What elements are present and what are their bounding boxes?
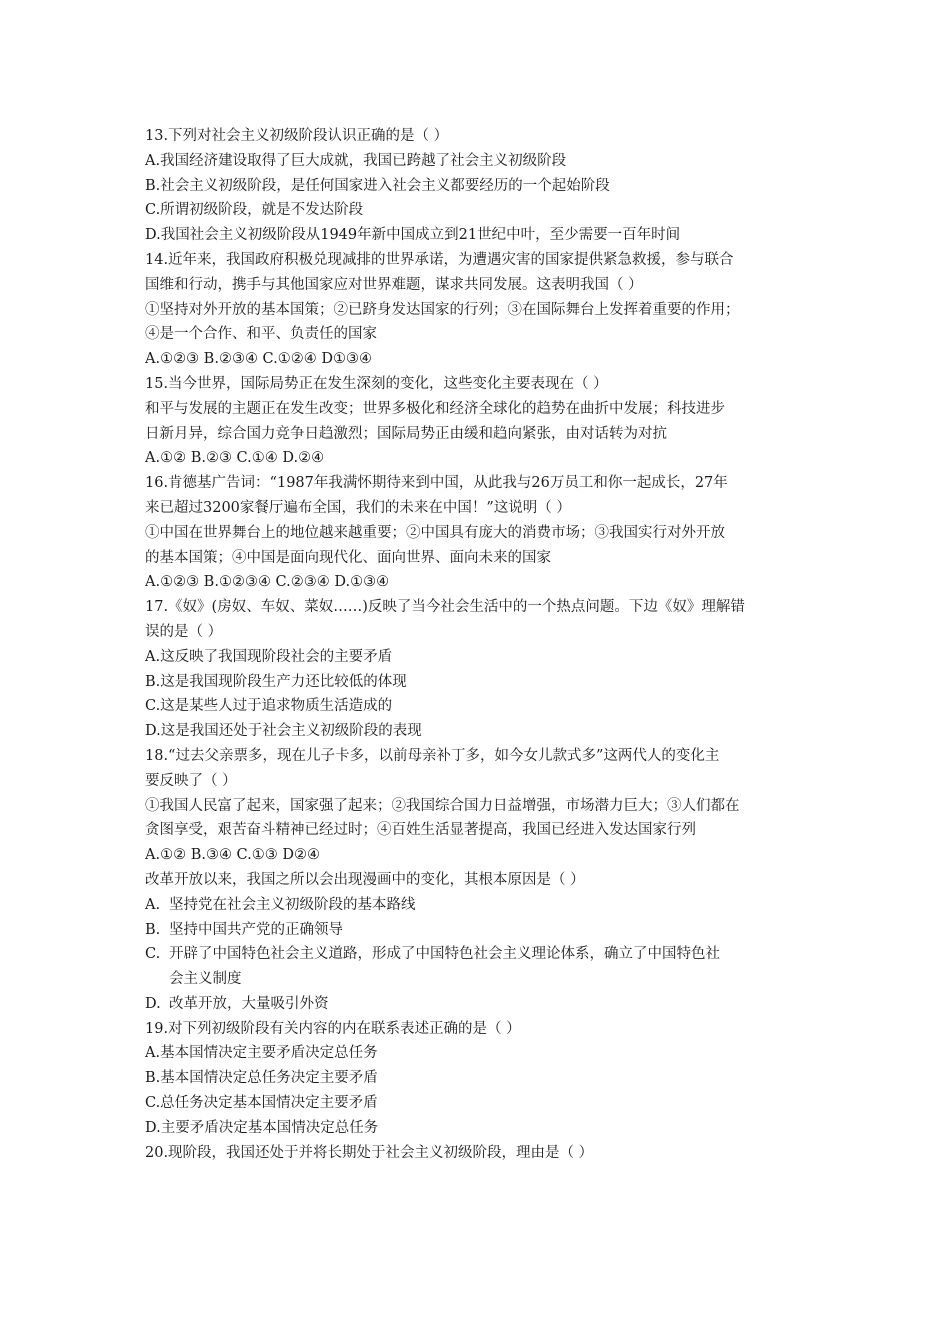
q13-stem: 13.下列对社会主义初级阶段认识正确的是（ ） bbox=[145, 128, 449, 144]
option-text: 开辟了中国特色社会主义道路，形成了中国特色社会主义理论体系，确立了中国特色社 bbox=[169, 946, 720, 963]
q17-stem-line-2: 误的是（ ） bbox=[145, 623, 223, 640]
q17-option-a: A.这反映了我国现阶段社会的主要矛盾 bbox=[145, 648, 393, 665]
q14-statements-line-2: ④是一个合作、和平、负责任的国家 bbox=[145, 326, 377, 343]
q18-stem-line-1: 18.“过去父亲票多，现在儿子卡多，以前母亲补丁多，如今女儿款式多”这两代人的变化主 bbox=[145, 747, 720, 764]
q19-option-c: C.总任务决定基本国情决定主要矛盾 bbox=[145, 1095, 378, 1112]
option-text: 改革开放，大量吸引外资 bbox=[169, 995, 329, 1012]
cartoon-question-stem: 改革开放以来，我国之所以会出现漫画中的变化，其根本原因是（ ） bbox=[145, 871, 585, 888]
q15-statements-line-1: 和平与发展的主题正在发生改变；世界多极化和经济全球化的趋势在曲折中发展；科技进步 bbox=[145, 400, 725, 417]
q16-stem-line-1: 16.肯德基广告词：“1987年我满怀期待来到中国，从此我与26万员工和你一起成长，27年 bbox=[145, 475, 728, 492]
option-label: D. bbox=[145, 995, 161, 1012]
q17-option-c: C.这是某些人过于追求物质生活造成的 bbox=[145, 698, 393, 715]
cartoon-option-c-continued bbox=[145, 967, 815, 992]
q14-statements-line-1: ①坚持对外开放的基本国策；②已跻身发达国家的行列；③在国际舞台上发挥着重要的作用； bbox=[145, 301, 740, 318]
cartoon-option-d bbox=[145, 992, 815, 1017]
q13-option-d: D.我国社会主义初级阶段从1949年新中国成立到21世纪中叶，至少需要一百年时间 bbox=[145, 227, 681, 244]
option-label: A. bbox=[145, 896, 161, 913]
q17-option-d: D.这是我国还处于社会主义初级阶段的表现 bbox=[145, 723, 422, 740]
q15-stem: 15.当今世界，国际局势正在发生深刻的变化，这些变化主要表现在（ ） bbox=[145, 375, 608, 392]
q13-option-b: B.社会主义初级阶段，是任何国家进入社会主义都要经历的一个起始阶段 bbox=[145, 177, 610, 194]
q20-stem: 20.现阶段，我国还处于并将长期处于社会主义初级阶段，理由是（ ） bbox=[145, 1144, 594, 1161]
q17-stem-line-1: 17.《奴》(房奴、车奴、菜奴……)反映了当今社会生活中的一个热点问题。下边《奴》理解错 bbox=[145, 599, 745, 616]
q16-answer-options: A.①②③ B.①②③④ C.②③④ D.①③④ bbox=[145, 574, 390, 591]
q14-stem-line-1: 14.近年来，我国政府积极兑现减排的世界承诺，为遭遇灾害的国家提供紧急救援，参与联合 bbox=[145, 251, 734, 268]
q19-option-b: B.基本国情决定总任务决定主要矛盾 bbox=[145, 1070, 378, 1087]
q15-answer-options: A.①② B.②③ C.①④ D.②④ bbox=[145, 450, 325, 467]
q13-option-c: C.所谓初级阶段，就是不发达阶段 bbox=[145, 202, 364, 219]
q16-statements-line-2: 的基本国策；④中国是面向现代化、面向世界、面向未来的国家 bbox=[145, 549, 551, 566]
q19-option-a: A.基本国情决定主要矛盾决定总任务 bbox=[145, 1045, 378, 1062]
option-label: C. bbox=[145, 946, 161, 963]
q15-statements-line-2: 日新月异，综合国力竞争日趋激烈；国际局势正由缓和趋向紧张，由对话转为对抗 bbox=[145, 425, 667, 442]
q19-stem: 19.对下列初级阶段有关内容的内在联系表述正确的是（ ） bbox=[145, 1020, 521, 1037]
option-text: 会主义制度 bbox=[169, 971, 242, 988]
q16-stem-line-2: 来已超过3200家餐厅遍布全国，我们的未来在中国！”这说明（ ） bbox=[145, 499, 571, 516]
q18-answer-options: A.①② B.③④ C.①③ D②④ bbox=[145, 847, 320, 864]
cartoon-option-b bbox=[145, 918, 815, 943]
q14-answer-options: A.①②③ B.②③④ C.①②④ D①③④ bbox=[145, 351, 372, 368]
q18-statements-line-1: ①我国人民富了起来，国家强了起来；②我国综合国力日益增强，市场潜力巨大；③人们都在 bbox=[145, 797, 740, 814]
q14-stem-line-2: 国维和行动，携手与其他国家应对世界难题，谋求共同发展。这表明我国（ ） bbox=[145, 276, 643, 293]
option-text: 坚持党在社会主义初级阶段的基本路线 bbox=[169, 896, 416, 913]
cartoon-option-c bbox=[145, 942, 815, 967]
q16-statements-line-1: ①中国在世界舞台上的地位越来越重要；②中国具有庞大的消费市场；③我国实行对外开放 bbox=[145, 524, 725, 541]
option-label: B. bbox=[145, 921, 161, 938]
cartoon-option-a bbox=[145, 893, 815, 918]
document-page bbox=[145, 124, 815, 1165]
q18-statements-line-2: 贪图享受，艰苦奋斗精神已经过时；④百姓生活显著提高，我国已经进入发达国家行列 bbox=[145, 822, 696, 839]
q19-option-d: D.主要矛盾决定基本国情决定总任务 bbox=[145, 1119, 379, 1136]
q18-stem-line-2: 要反映了（ ） bbox=[145, 772, 237, 789]
q17-option-b: B.这是我国现阶段生产力还比较低的体现 bbox=[145, 673, 407, 690]
option-text: 坚持中国共产党的正确领导 bbox=[169, 921, 343, 938]
q13-option-a: A.我国经济建设取得了巨大成就，我国已跨越了社会主义初级阶段 bbox=[145, 152, 567, 169]
